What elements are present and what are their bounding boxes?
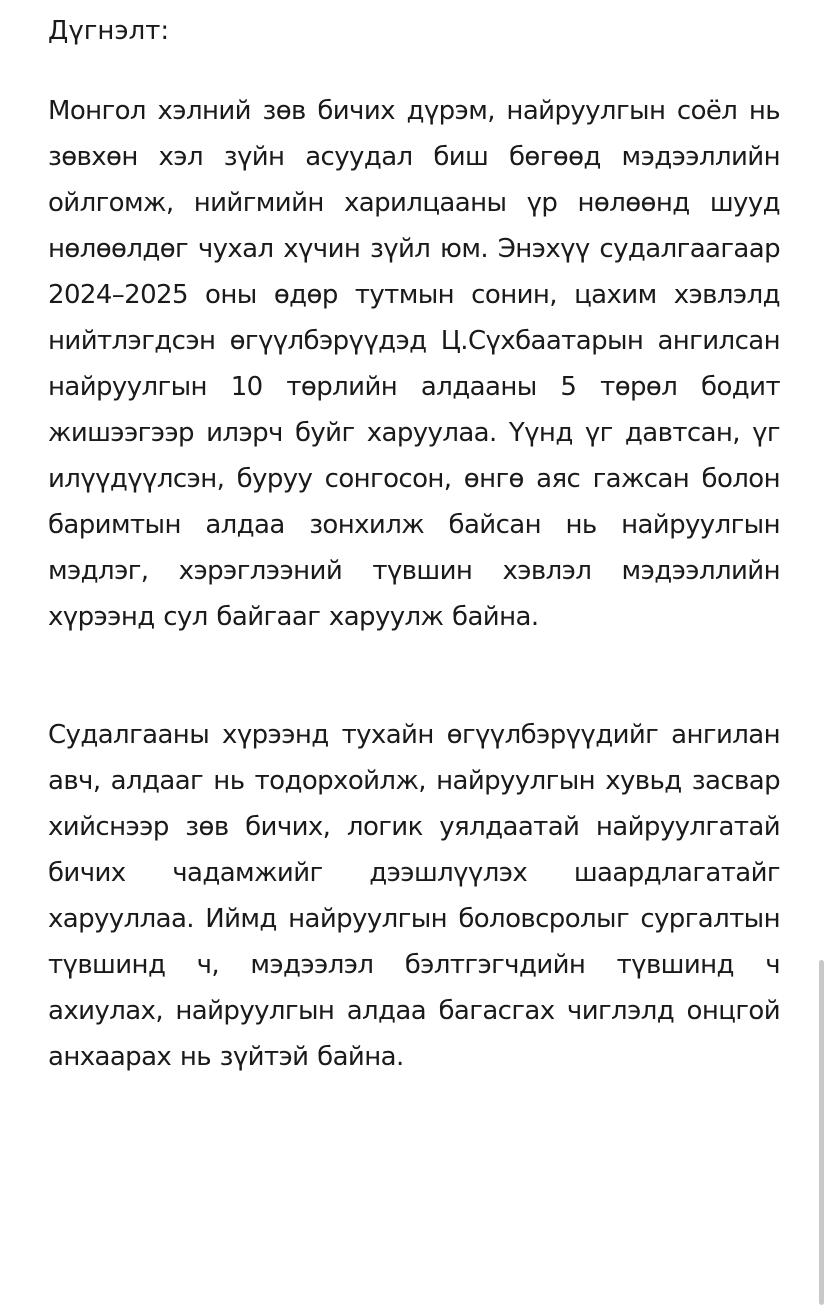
paragraph-conclusion-1: Монгол хэлний зөв бичих дүрэм, найруулгын соёл нь зөвхөн хэл зүйн асуудал биш бөгөөд мэдээллийн ойлгомж, нийгмийн харилцааны үр нөлөөнд шууд нөлөөлдөг чухал хүчин зүйл юм. Энэхүү судалгаагаар 2024–2025 оны өдөр тутмын сонин, цахим хэвлэлд нийтлэгдсэн өгүүлбэрүүдэд Ц.Сүхбаатарын ангилсан найруулгын 10 төрлийн алдааны 5 төрөл бодит жишээгээр илэрч буйг харуулаа. Үүнд үг давтсан, үг илүүдүүлсэн, буруу сонгосон, өнгө аяс гажсан болон баримтын алдаа зонхилж байсан нь найруулгын мэдлэг, хэрэглээний түвшин хэвлэл мэдээллийн хүрээнд сул байгааг харуулж байна. [48,96,780,632]
document-page [48,0,780,1080]
paragraph-conclusion-2: Судалгааны хүрээнд тухайн өгүүлбэрүүдийг ангилан авч, алдааг нь тодорхойлж, найруулгын хувьд засвар хийснээр зөв бичих, логик уялдаатай найруулгатай бичих чадамжийг дээшлүүлэх шаардлагатайг харууллаа. Иймд найруулгын боловсролыг сургалтын түвшинд ч, мэдээлэл бэлтгэгчдийн түвшинд ч ахиулах, найруулгын алдаа багасгах чиглэлд онцгой анхаарах нь зүйтэй байна. [48,720,780,1072]
vertical-scrollbar[interactable] [819,960,824,1305]
section-heading: Дүгнэлт: [48,16,170,46]
